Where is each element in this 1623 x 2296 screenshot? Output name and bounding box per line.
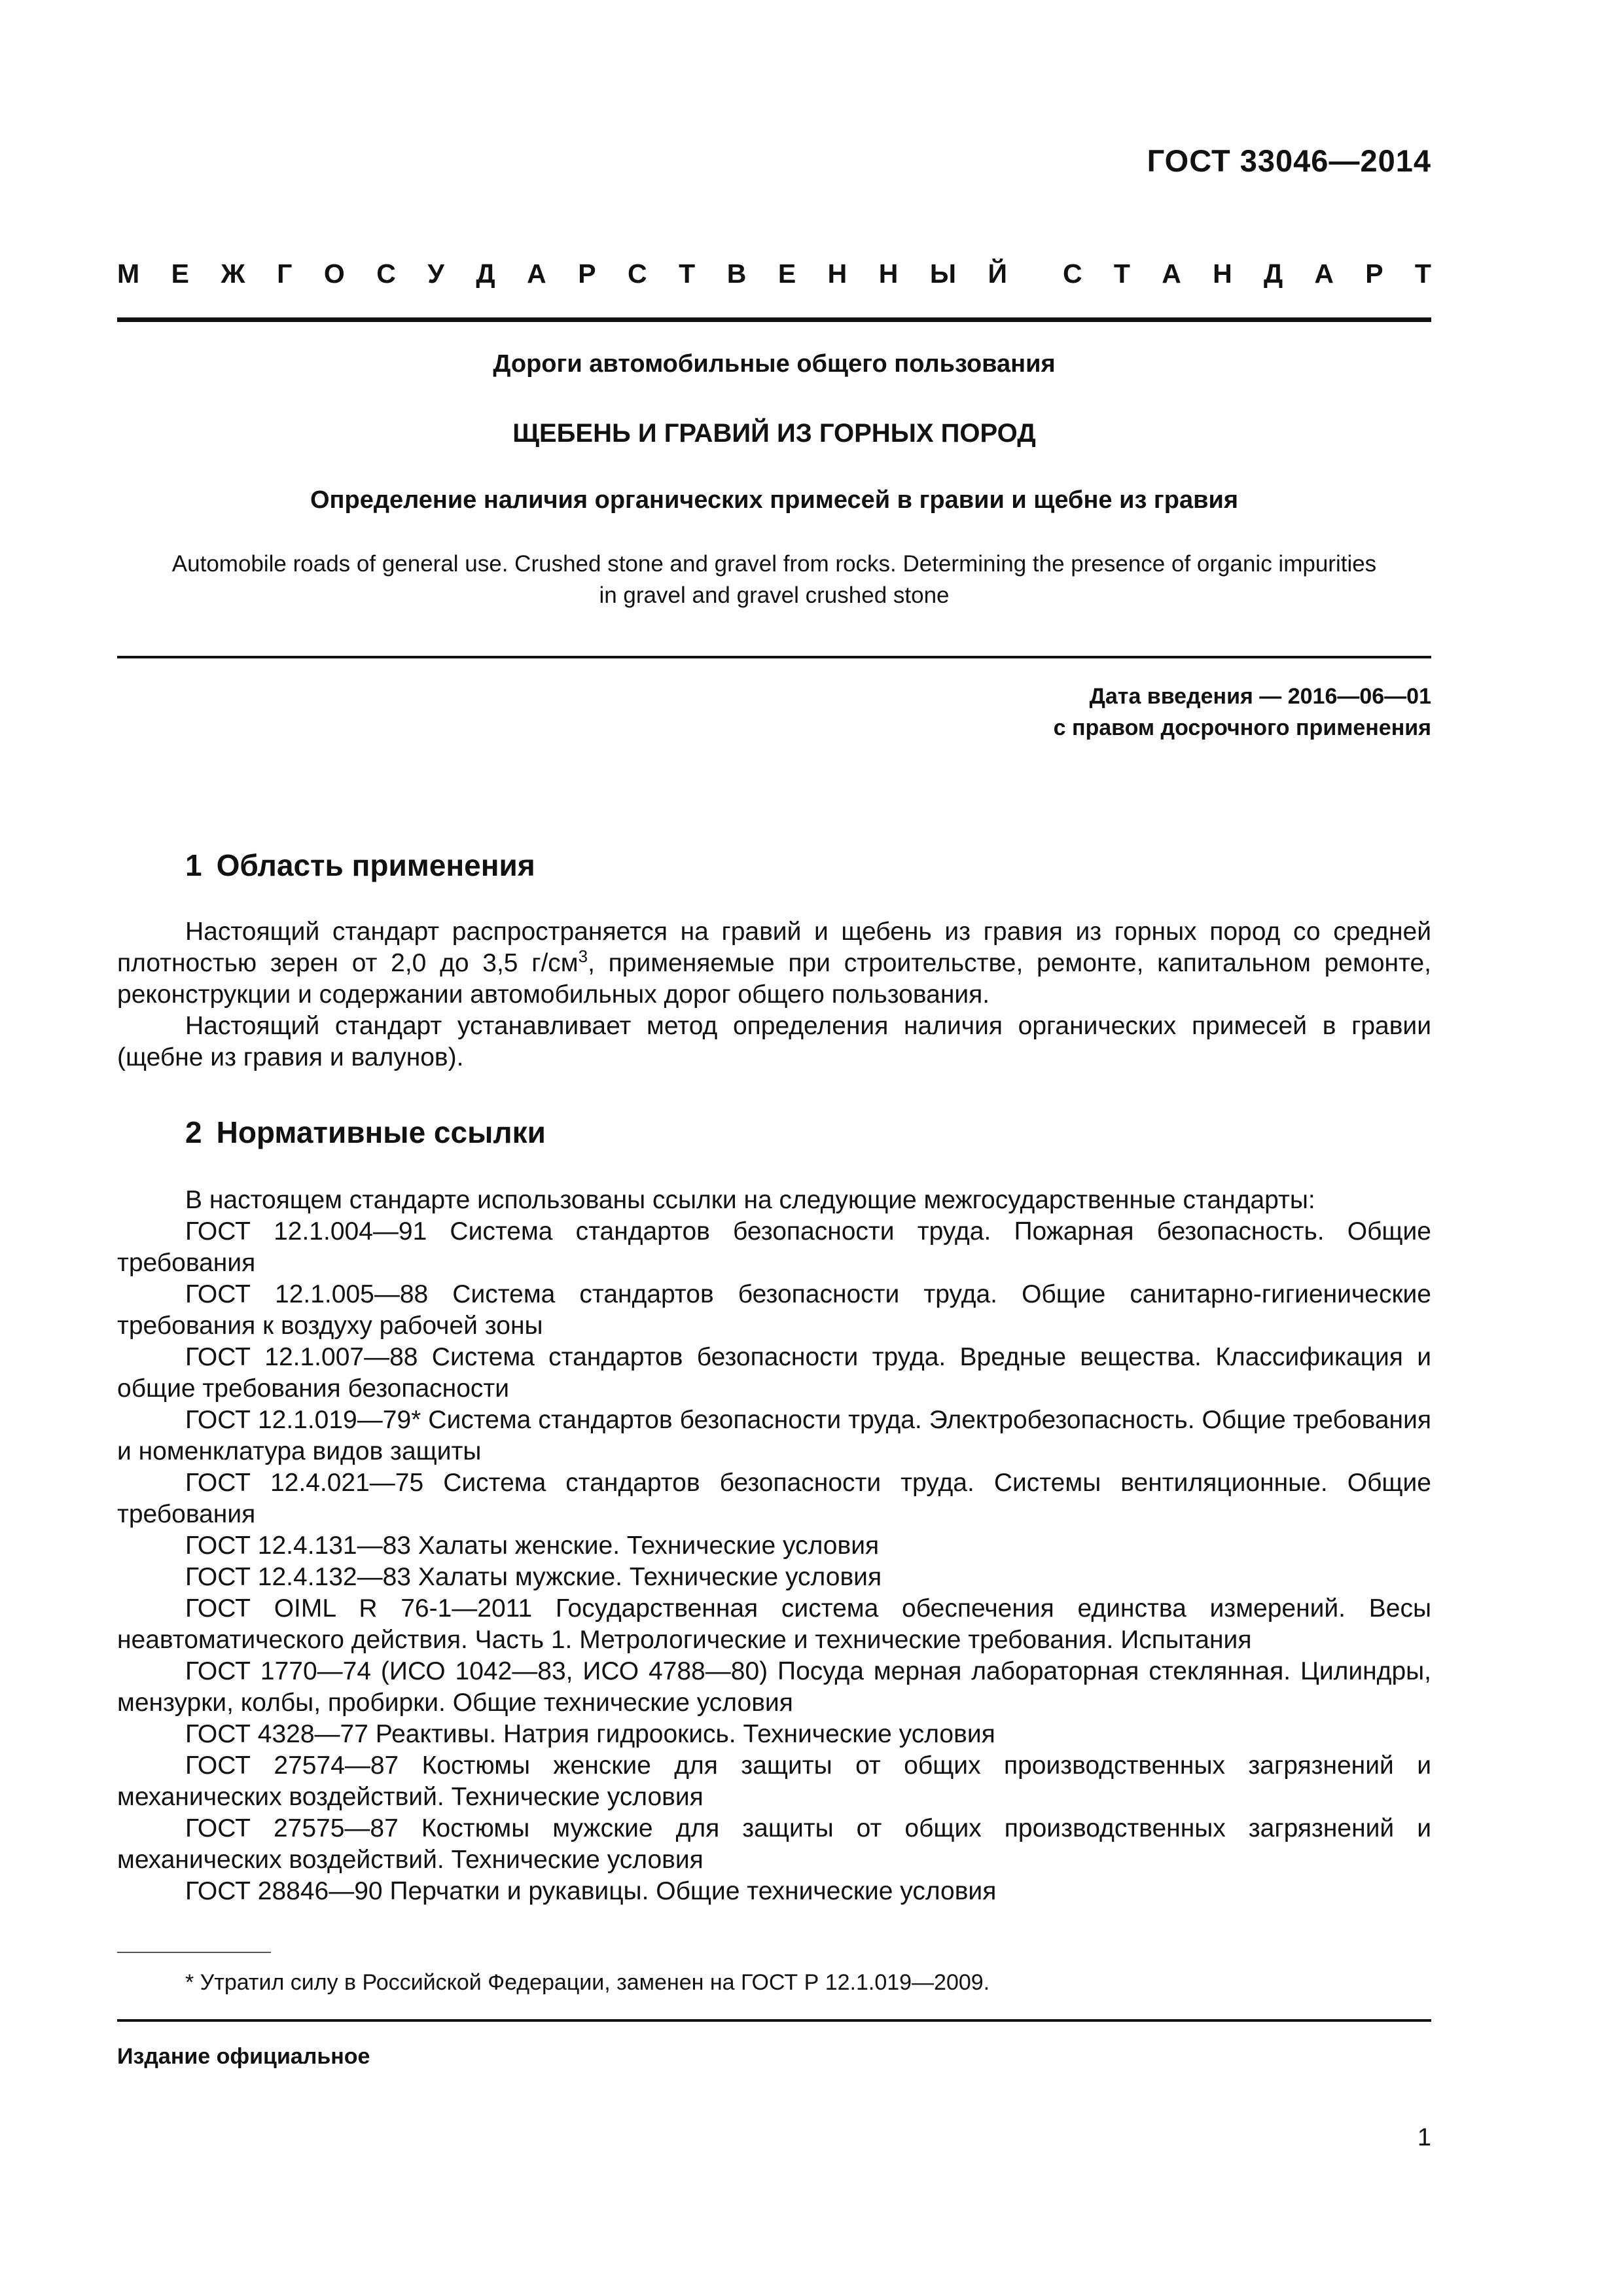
banner-letter: Ы — [929, 258, 957, 289]
page-number: 1 — [1417, 2124, 1431, 2151]
standard-type-banner — [117, 254, 1431, 293]
reference-item: ГОСТ 12.1.005—88 Система стандартов безопасности труда. Общие санитарно-гигиенические требования к воздуху рабочей зоны — [117, 1280, 1431, 1340]
english-title — [117, 548, 1431, 611]
banner-letter: Д — [1263, 258, 1283, 289]
title-divider — [117, 656, 1431, 658]
normative-references-list — [117, 1185, 1431, 1907]
section-1-number: 1 — [185, 848, 202, 882]
banner-letter: В — [726, 258, 747, 289]
paragraph-text: , применяемые при строительстве, ремонте, капитальном ремонте, реконструкции и содержании автомобильных дорог общего пользования. — [117, 949, 1431, 1009]
reference-item: ГОСТ 12.4.021—75 Система стандартов безопасности труда. Системы вентиляционные. Общие требования — [117, 1469, 1431, 1528]
section-2-heading — [185, 1115, 560, 1150]
banner-letter: А — [1162, 258, 1181, 289]
footnote-separator — [117, 1952, 271, 1953]
banner-letter: Т — [1113, 258, 1130, 289]
section-1-title: Область применения — [216, 848, 535, 882]
banner-letter: Д — [476, 258, 495, 289]
superscript: 3 — [578, 946, 588, 966]
banner-letter: С — [376, 258, 396, 289]
banner-letter: С — [1063, 258, 1082, 289]
banner-letter: Г — [277, 258, 293, 289]
banner-letter: М — [117, 258, 140, 289]
reference-item: ГОСТ OIML R 76-1—2011 Государственная система обеспечения единства измерений. Весы неавтоматического действия. Часть 1. Метрологические и технические требования. Испытания — [117, 1594, 1431, 1654]
reference-item: ГОСТ 4328—77 Реактивы. Натрия гидроокись. Технические условия — [185, 1720, 995, 1748]
reference-item: ГОСТ 12.1.019—79* Система стандартов безопасности труда. Электробезопасность. Общие требования и номенклатура видов защиты — [117, 1406, 1431, 1465]
banner-letter: С — [628, 258, 647, 289]
banner-letter: Ж — [221, 258, 245, 289]
reference-item: ГОСТ 12.1.004—91 Система стандартов безопасности труда. Пожарная безопасность. Общие требования — [117, 1217, 1431, 1277]
reference-item: ГОСТ 12.4.131—83 Халаты женские. Технические условия — [185, 1532, 880, 1560]
banner-letter: Р — [1365, 258, 1383, 289]
introduction-date-line: Дата введения — 2016—06—01 — [1089, 684, 1431, 709]
official-edition-label: Издание официальное — [117, 2044, 370, 2069]
reference-item: ГОСТ 28846—90 Перчатки и рукавицы. Общие технические условия — [185, 1877, 997, 1905]
introduction-date — [1054, 681, 1431, 744]
banner-letter: Н — [1213, 258, 1232, 289]
banner-letter: А — [1314, 258, 1334, 289]
banner-letter: А — [527, 258, 546, 289]
banner-letter: Р — [578, 258, 596, 289]
reference-item: ГОСТ 12.1.007—88 Система стандартов безопасности труда. Вредные вещества. Классификация и общие требования безопасности — [117, 1343, 1431, 1403]
section-2-number: 2 — [185, 1115, 202, 1149]
banner-letter: Т — [1414, 258, 1431, 289]
banner-word-standard — [1063, 259, 1431, 289]
references-intro: В настоящем стандарте использованы ссылки на следующие межгосударственные стандарты: — [185, 1186, 1315, 1214]
banner-word-interstate — [117, 259, 1007, 289]
document-number: ГОСТ 33046—2014 — [1147, 143, 1431, 178]
title-line-2: ЩЕБЕНЬ И ГРАВИЙ ИЗ ГОРНЫХ ПОРОД — [512, 419, 1036, 448]
section-1-paragraph-1 — [117, 916, 1431, 1011]
banner-letter: Н — [827, 258, 847, 289]
banner-letter: Т — [679, 258, 696, 289]
section-1-body — [117, 916, 1431, 1073]
paragraph-text: Настоящий стандарт распространяется на гравий и щебень из гравия из горных пород со средней плотностью зерен от 2,0 до 3,5 г/см — [117, 918, 1431, 977]
early-application-line: с правом досрочного применения — [1053, 715, 1431, 740]
banner-letter: Е — [171, 258, 190, 289]
banner-letter: Н — [878, 258, 899, 289]
reference-item: ГОСТ 27575—87 Костюмы мужские для защиты от общих производственных загрязнений и механических воздействий. Технические условия — [117, 1814, 1431, 1874]
header-divider — [117, 317, 1431, 322]
banner-letter: О — [323, 258, 345, 289]
banner-letter: Е — [777, 258, 796, 289]
section-1-heading — [185, 848, 550, 883]
section-2-title: Нормативные ссылки — [216, 1115, 546, 1149]
reference-item: ГОСТ 12.4.132—83 Халаты мужские. Технические условия — [185, 1563, 882, 1591]
banner-letter: У — [427, 258, 444, 289]
banner-letter: Й — [988, 258, 1007, 289]
section-1-paragraph-2: Настоящий стандарт устанавливает метод определения наличия органических примесей в гравии (щебне из гравия и валунов). — [117, 1012, 1431, 1071]
reference-item: ГОСТ 27574—87 Костюмы женские для защиты от общих производственных загрязнений и механических воздействий. Технические условия — [117, 1751, 1431, 1811]
english-title-line-2: in gravel and gravel crushed stone — [599, 583, 950, 608]
english-title-line-1: Automobile roads of general use. Crushed stone and gravel from rocks. Determining the presence of organic impurities — [171, 551, 1377, 577]
title-line-1: Дороги автомобильные общего пользования — [493, 350, 1056, 378]
reference-item: ГОСТ 1770—74 (ИСО 1042—83, ИСО 4788—80) Посуда мерная лабораторная стеклянная. Цилиндры, мензурки, колбы, пробирки. Общие технические условия — [117, 1657, 1431, 1717]
footnote: * Утратил силу в Российской Федерации, заменен на ГОСТ Р 12.1.019—2009. — [185, 1970, 990, 1995]
footer-divider — [117, 2019, 1431, 2022]
title-line-3: Определение наличия органических примесей в гравии и щебне из гравия — [310, 486, 1238, 514]
